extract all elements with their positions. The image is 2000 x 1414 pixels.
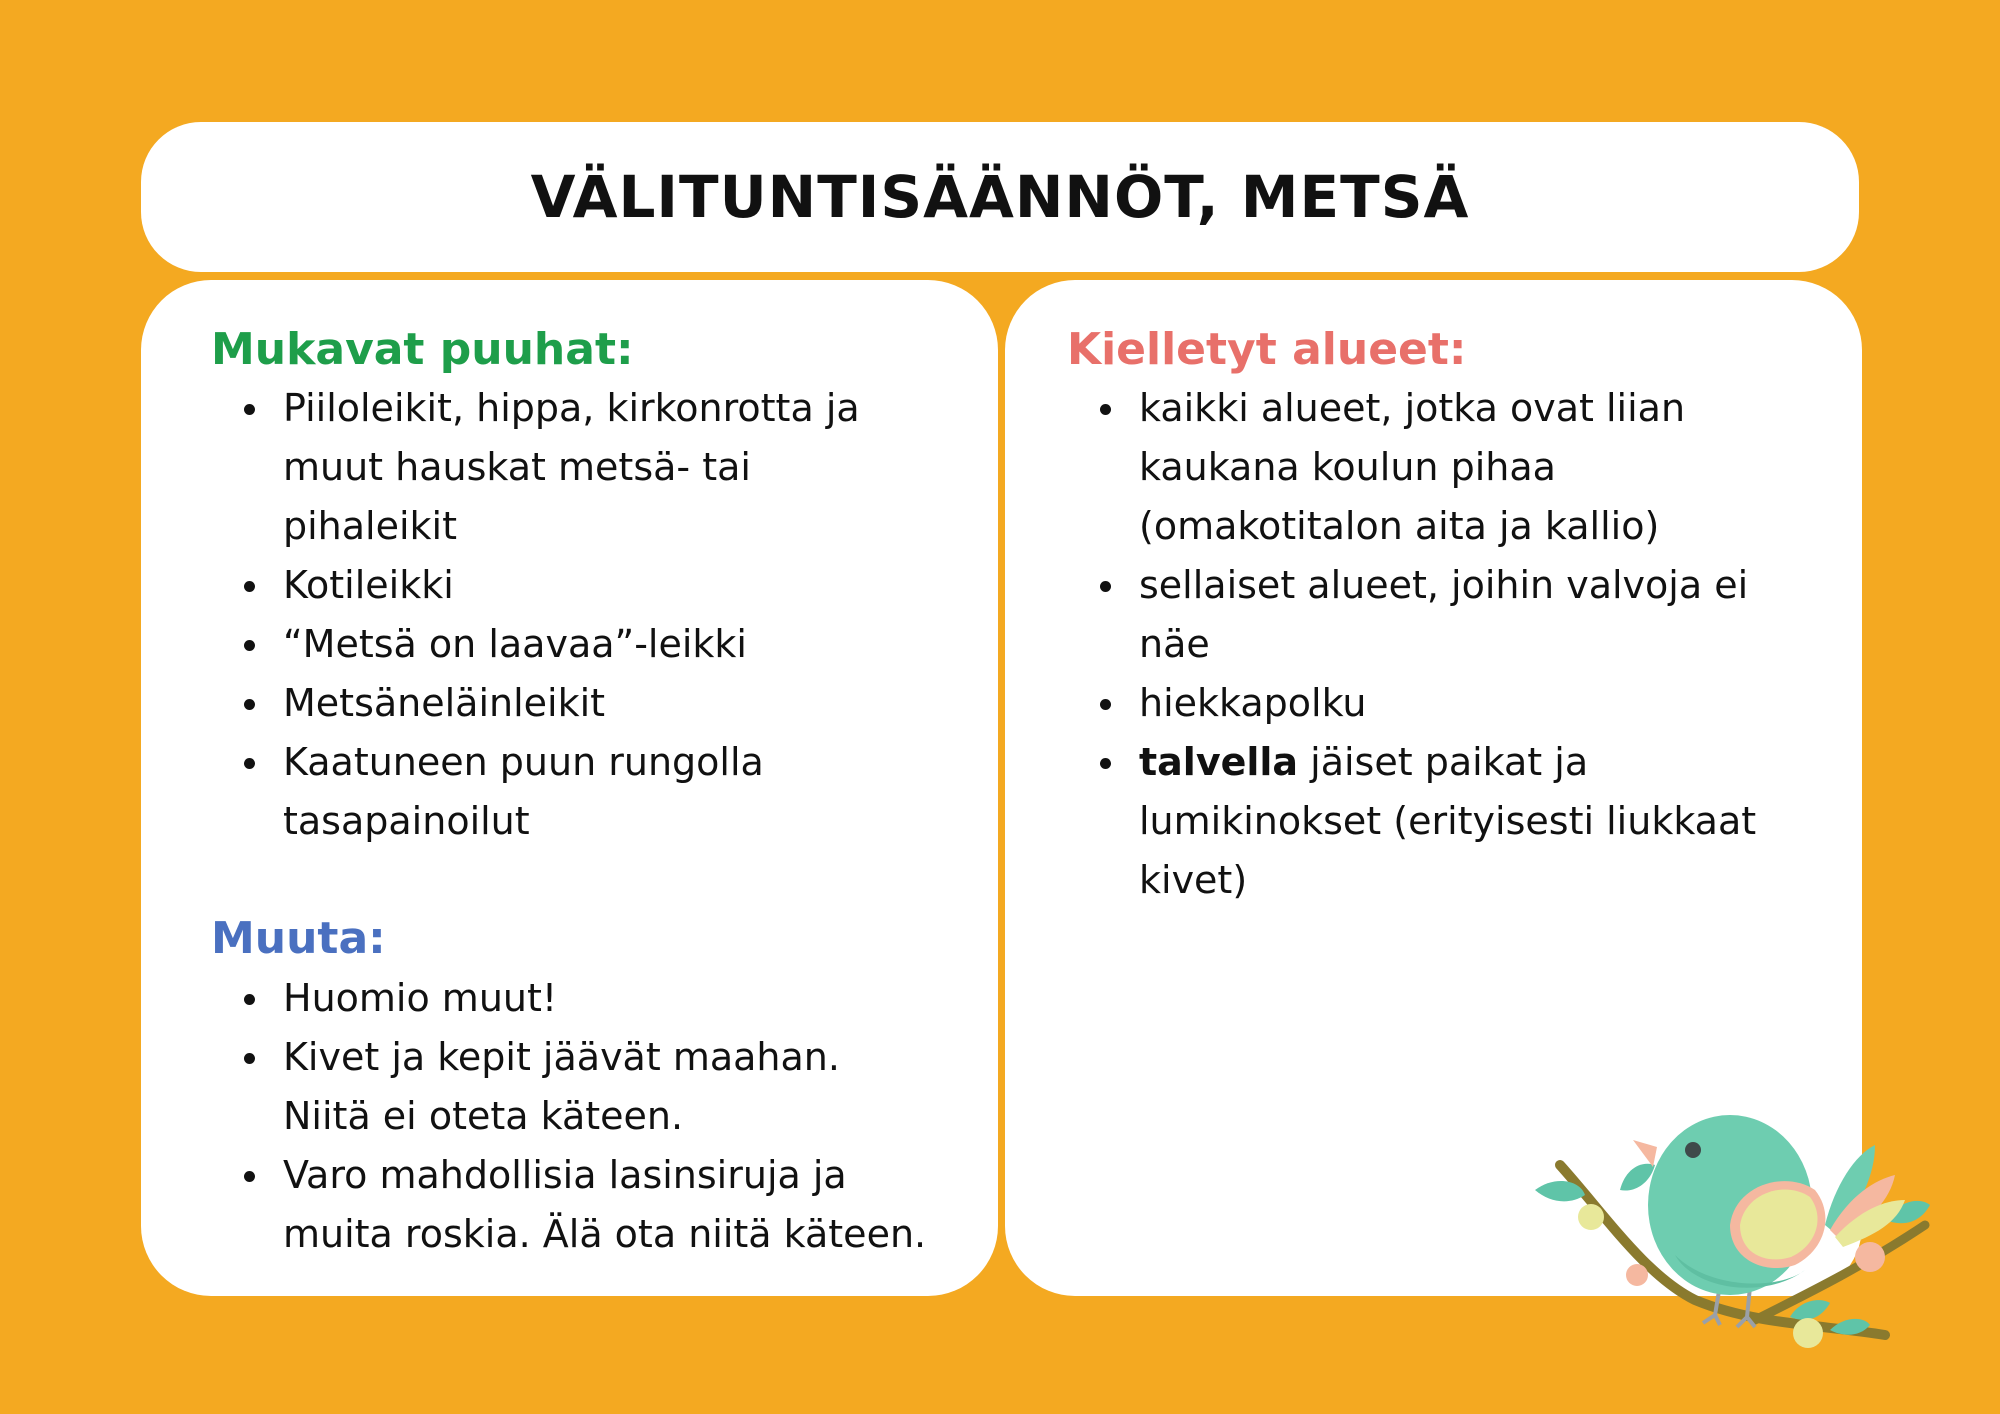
list-item: sellaiset alueet, joihin valvoja ei näe <box>1139 556 1862 674</box>
list-item: Varo mahdollisia lasinsiruja ja muita roskia. Älä ota niitä käteen. <box>283 1146 998 1264</box>
list-item: Kotileikki <box>283 556 998 615</box>
forbidden-heading: Kielletyt alueet: <box>1067 324 1467 375</box>
list-item: Piiloleikit, hippa, kirkonrotta ja muut hauskat metsä- tai pihaleikit <box>283 379 998 556</box>
list-item: “Metsä on laavaa”-leikki <box>283 615 998 674</box>
fun-heading: Mukavat puuhat: <box>211 324 634 375</box>
list-item: Kaatuneen puun rungolla tasapainoilut <box>283 733 998 851</box>
list-item: Kivet ja kepit jäävät maahan. Niitä ei oteta käteen. <box>283 1028 998 1146</box>
list-item: Metsäneläinleikit <box>283 674 998 733</box>
list-item: talvella jäiset paikat ja lumikinokset (erityisesti liukkaat kivet) <box>1139 733 1862 910</box>
other-heading: Muuta: <box>211 913 386 965</box>
left-card <box>141 280 998 1296</box>
bold-word: talvella <box>1139 740 1299 785</box>
page-title: VÄLITUNTISÄÄNNÖT, METSÄ <box>530 163 1470 231</box>
forbidden-list <box>1067 379 1862 910</box>
other-list <box>211 969 998 1264</box>
list-item: hiekkapolku <box>1139 674 1862 733</box>
fun-list <box>211 379 998 851</box>
list-item: kaikki alueet, jotka ovat liian kaukana koulun pihaa (omakotitalon aita ja kallio) <box>1139 379 1862 556</box>
title-banner <box>141 122 1859 272</box>
list-item: Huomio muut! <box>283 969 998 1028</box>
bird-on-branch-icon <box>1525 1075 1945 1365</box>
